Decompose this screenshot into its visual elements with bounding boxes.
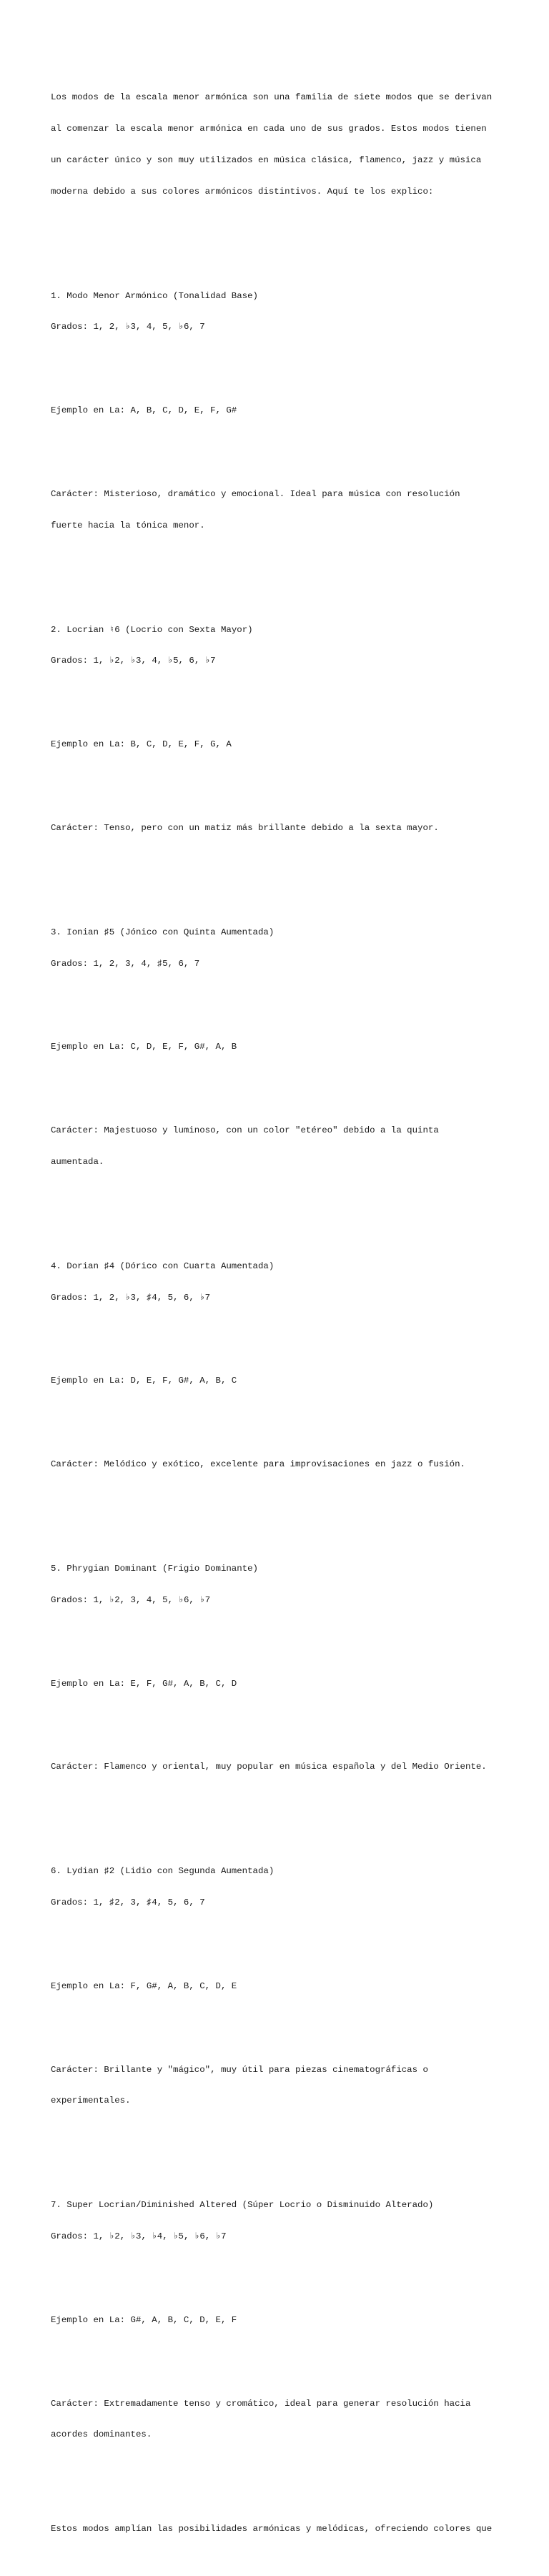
mode-title: 2. Locrian ♮6 (Locrio con Sexta Mayor) <box>51 624 253 635</box>
closing-line: Estos modos amplían las posibilidades armónicas y melódicas, ofreciendo colores que <box>51 2523 493 2534</box>
mode-5-header <box>51 1543 508 1627</box>
document-page <box>51 51 508 2576</box>
mode-grados: Grados: 1, 2, ♭3, ♯4, 5, 6, ♭7 <box>51 1292 211 1303</box>
mode-caracter: experimentales. <box>51 2096 131 2106</box>
mode-2-ejemplo <box>51 719 508 771</box>
mode-grados: Grados: 1, 2, ♭3, 4, 5, ♭6, 7 <box>51 322 205 332</box>
intro-paragraph <box>51 71 508 217</box>
mode-title: 1. Modo Menor Armónico (Tonalidad Base) <box>51 290 258 301</box>
mode-grados: Grados: 1, ♯2, 3, ♯4, 5, 6, 7 <box>51 1898 205 1908</box>
mode-7-ejemplo <box>51 2294 508 2346</box>
mode-caracter: Carácter: Flamenco y oriental, muy popular en música española y del Medio Oriente. <box>51 1762 487 1772</box>
mode-7-header <box>51 2179 508 2263</box>
mode-ejemplo: Ejemplo en La: G#, A, B, C, D, E, F <box>51 2314 237 2325</box>
mode-1-caracter <box>51 468 508 552</box>
mode-5-ejemplo <box>51 1657 508 1709</box>
intro-line: Los modos de la escala menor armónica son una familia de siete modos que se derivan <box>51 92 493 103</box>
mode-2-header <box>51 603 508 687</box>
mode-5-caracter <box>51 1741 508 1793</box>
mode-3-caracter <box>51 1105 508 1188</box>
mode-4-header <box>51 1240 508 1324</box>
mode-caracter: Carácter: Extremadamente tenso y cromático, ideal para generar resolución hacia <box>51 2398 471 2409</box>
mode-caracter: Carácter: Tenso, pero con un matiz más brillante debido a la sexta mayor. <box>51 822 439 833</box>
mode-6-header <box>51 1845 508 1929</box>
mode-grados: Grados: 1, ♭2, 3, 4, 5, ♭6, ♭7 <box>51 1594 211 1605</box>
intro-line: moderna debido a sus colores armónicos distintivos. Aquí te los explico: <box>51 186 434 197</box>
mode-ejemplo: Ejemplo en La: A, B, C, D, E, F, G# <box>51 405 237 416</box>
mode-title: 6. Lydian ♯2 (Lidio con Segunda Aumentada) <box>51 1866 274 1877</box>
mode-caracter: fuerte hacia la tónica menor. <box>51 520 205 531</box>
mode-1-header <box>51 270 508 353</box>
mode-caracter: Carácter: Majestuoso y luminoso, con un color "etéreo" debido a la quinta <box>51 1125 439 1136</box>
intro-line: al comenzar la escala menor armónica en cada uno de sus grados. Estos modos tienen <box>51 124 487 134</box>
closing-paragraph <box>51 2503 508 2555</box>
mode-grados: Grados: 1, ♭2, ♭3, 4, ♭5, 6, ♭7 <box>51 656 216 666</box>
mode-ejemplo: Ejemplo en La: E, F, G#, A, B, C, D <box>51 1678 237 1689</box>
mode-caracter: acordes dominantes. <box>51 2429 152 2440</box>
mode-1-ejemplo <box>51 385 508 437</box>
intro-line: un carácter único y son muy utilizados en música clásica, flamenco, jazz y música <box>51 154 482 165</box>
mode-grados: Grados: 1, 2, 3, 4, ♯5, 6, 7 <box>51 958 200 969</box>
mode-caracter: Carácter: Melódico y exótico, excelente para improvisaciones en jazz o fusión. <box>51 1459 465 1470</box>
mode-grados: Grados: 1, ♭2, ♭3, ♭4, ♭5, ♭6, ♭7 <box>51 2231 227 2242</box>
mode-caracter: Carácter: Misterioso, dramático y emocional. Ideal para música con resolución <box>51 488 460 499</box>
mode-ejemplo: Ejemplo en La: B, C, D, E, F, G, A <box>51 739 232 750</box>
mode-title: 5. Phrygian Dominant (Frigio Dominante) <box>51 1564 258 1574</box>
mode-4-ejemplo <box>51 1355 508 1407</box>
mode-3-ejemplo <box>51 1021 508 1073</box>
mode-title: 3. Ionian ♯5 (Jónico con Quinta Aumentada) <box>51 927 274 937</box>
mode-title: 4. Dorian ♯4 (Dórico con Cuarta Aumentada) <box>51 1260 274 1271</box>
mode-6-caracter <box>51 2043 508 2127</box>
mode-caracter: Carácter: Brillante y "mágico", muy útil para piezas cinematográficas o <box>51 2064 428 2075</box>
mode-caracter: aumentada. <box>51 1156 104 1167</box>
mode-ejemplo: Ejemplo en La: F, G#, A, B, C, D, E <box>51 1980 237 1991</box>
mode-3-header <box>51 907 508 990</box>
mode-2-caracter <box>51 802 508 854</box>
mode-7-caracter <box>51 2377 508 2461</box>
mode-ejemplo: Ejemplo en La: C, D, E, F, G#, A, B <box>51 1042 237 1052</box>
mode-ejemplo: Ejemplo en La: D, E, F, G#, A, B, C <box>51 1376 237 1386</box>
mode-4-caracter <box>51 1438 508 1491</box>
mode-6-ejemplo <box>51 1960 508 2013</box>
mode-title: 7. Super Locrian/Diminished Altered (Súper Locrio o Disminuido Alterado) <box>51 2200 434 2211</box>
